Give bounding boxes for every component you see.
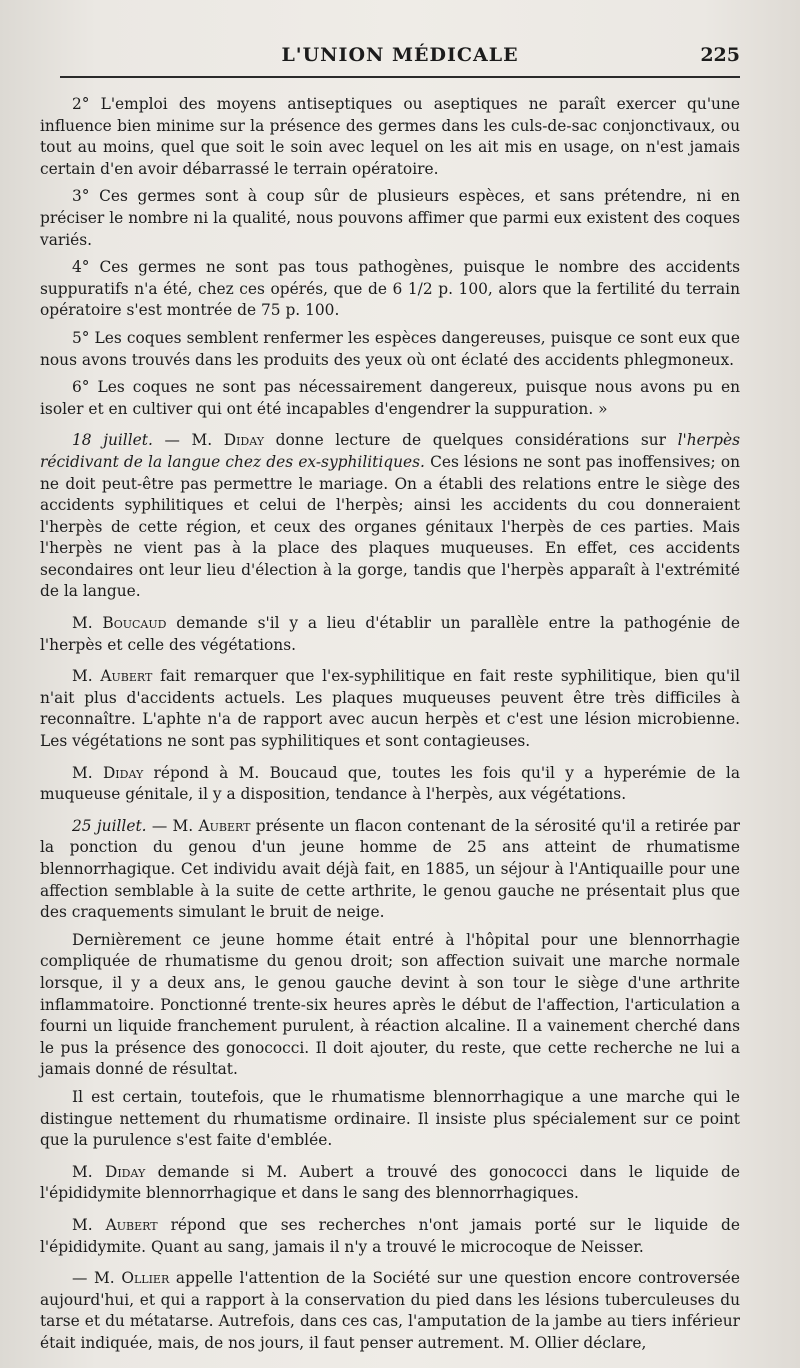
- running-header: [60, 40, 740, 78]
- paragraph: [40, 816, 740, 924]
- page-number: 225: [700, 44, 740, 66]
- paragraph: [40, 430, 740, 603]
- text-run: répond que ses recherches n'ont jamais porté sur le liquide de l'épididymite. Quant au sang, jamais il n'y a trouvé le microcoque de Neisser.: [40, 1215, 740, 1256]
- paragraph: [40, 1215, 740, 1258]
- text-run: M.: [72, 1215, 106, 1234]
- text-run: M.: [72, 667, 101, 686]
- italic-text: 18 juillet.: [72, 431, 153, 450]
- text-run: — M.: [152, 431, 224, 450]
- italic-text: 25 juillet.: [72, 816, 147, 835]
- text-run: M.: [72, 763, 103, 782]
- text-run: M.: [72, 1162, 105, 1181]
- text-run: Ces lésions ne sont pas inoffensives; on ne doit peut-être pas permettre le mariage. On a établi des relations entre le siège des accidents syphilitiques et celui de l'herpès; ainsi les accidents du cou donneraient l'herpès de cette région, et ceux des organes génitaux l'herpès de ces parties. Mais l'herpès ne vient pas à la place des plaques muqueuses. En effet, ces accidents secondaires ont leur lieu d'élection à la gorge, tandis que l'herpès apparaît à l'extrémité de la langue.: [40, 452, 740, 601]
- text-run: 5° Les coques semblent renfermer les espèces dangereuses, puisque ce sont eux que nous avons trouvés dans les produits des yeux où ont éclaté des accidents phlegmoneux.: [40, 328, 740, 369]
- text-run: 4° Ces germes ne sont pas tous pathogènes, puisque le nombre des accidents suppuratifs n'a été, chez ces opérés, que de 6 1/2 p. 100, alors que la fertilité du terrain opératoire s'est montrée de 75 p. 100.: [40, 258, 740, 320]
- author-name: Aubert: [100, 667, 153, 686]
- text-run: 2° L'emploi des moyens antiseptiques ou aseptiques ne paraît exercer qu'une influence bien minime sur la présence des germes dans les culs-de-sac conjonctivaux, ou tout au moins, quel que soit le soin avec lequel on les ait mis en usage, on n'est jamais certain d'en avoir débarrassé le terrain opératoire.: [40, 95, 740, 178]
- paragraph: [40, 930, 740, 1081]
- author-name: Aubert: [198, 816, 251, 835]
- text-run: présente un flacon contenant de la sérosité qu'il a retirée par la ponction du genou d'un jeune homme de 25 ans atteint de rhumatisme blennorrhagique. Cet individu avait déjà fait, en 1885, un séjour à l'Antiquaille pour une affection semblable à la suite de cette arthrite, le genou gauche ne présentait plus que des craquements simulant le bruit de neige.: [40, 816, 741, 922]
- paragraph: [40, 763, 740, 806]
- text-run: M.: [72, 614, 103, 633]
- author-name: Diday: [102, 763, 144, 782]
- paragraph: [40, 613, 740, 656]
- paragraph: [40, 377, 740, 420]
- author-name: Diday: [223, 431, 265, 450]
- author-name: Boucaud: [102, 614, 167, 633]
- author-name: Diday: [104, 1162, 146, 1181]
- italic-text: l'herpès récidivant de la langue chez des ex-syphilitiques.: [40, 431, 740, 471]
- running-title: L'UNION MÉDICALE: [281, 44, 519, 66]
- text-run: 6° Les coques ne sont pas nécessairement dangereux, puisque nous avons pu en isoler et en cultiver qui ont été incapables d'engendrer la suppuration. »: [40, 378, 740, 418]
- paragraph: [40, 1162, 740, 1205]
- text-run: Dernièrement ce jeune homme était entré à l'hôpital pour une blennorrhagie compliquée de rhumatisme du genou droit; son affection suivait une marche normale lorsque, il y a deux ans, le genou gauche devint à son tour le siège d'une arthrite inflammatoire. Ponctionné trente-six heures après le début de l'affection, l'articulation a fourni un liquide franchement purulent, à réaction alcaline. Il a vainement cherché dans le pus la présence des gonococci. Il doit ajouter, du reste, que cette recherche ne lui a jamais donné de résultat.: [40, 930, 740, 1079]
- text-run: — M.: [146, 816, 199, 835]
- text-run: Il est certain, toutefois, que le rhumatisme blennorrhagique a une marche qui le distingue nettement du rhumatisme ordinaire. Il insiste plus spécialement sur ce point que la purulence s'est faite d'emblée.: [40, 1087, 740, 1150]
- text-run: fait remarquer que l'ex-syphilitique en fait reste syphilitique, bien qu'il n'ait plus d'accidents actuels. Les plaques muqueuses peuvent être très difficiles à reconnaître. L'aphte n'a de rapport avec aucun herpès et c'est une lésion microbienne. Les végétations ne sont pas syphilitiques et sont contagieuses.: [40, 667, 740, 751]
- text-run: appelle l'attention de la Société sur une question encore controversée aujourd'hui, et qui a rapport à la conservation du pied dans les lésions tuberculeuses du tarse et du métatarse. Autrefois, dans ces cas, l'amputation de la jambe au tiers inférieur était indiquée, mais, de nos jours, il faut penser autrement. M. Ollier déclare,: [40, 1269, 740, 1352]
- paragraph: [40, 328, 740, 371]
- text-run: demande s'il y a lieu d'établir un parallèle entre la pathogénie de l'herpès et celle des végétations.: [40, 614, 740, 654]
- article-body: [40, 94, 740, 1354]
- text-run: répond à M. Boucaud que, toutes les fois qu'il y a hyperémie de la muqueuse génitale, il y a disposition, tendance à l'herpès, aux végétations.: [40, 763, 741, 804]
- author-name: Ollier: [121, 1269, 170, 1288]
- text-run: 3° Ces germes sont à coup sûr de plusieurs espèces, et sans prétendre, ni en préciser le nombre ni la qualité, nous pouvons affimer que parmi eux existent des coques variés.: [40, 187, 740, 249]
- paragraph: [40, 186, 740, 251]
- paragraph: [40, 1087, 740, 1152]
- text-run: demande si M. Aubert a trouvé des gonococci dans le liquide de l'épididymite blennorrhagique et dans le sang des blennorrhagiques.: [40, 1162, 740, 1203]
- text-run: — M.: [72, 1269, 122, 1288]
- paragraph: [40, 1268, 740, 1354]
- author-name: Aubert: [105, 1215, 158, 1234]
- paragraph: [40, 257, 740, 322]
- paragraph: [40, 666, 740, 752]
- text-run: donne lecture de quelques considérations sur: [264, 431, 678, 450]
- paragraph: [40, 94, 740, 180]
